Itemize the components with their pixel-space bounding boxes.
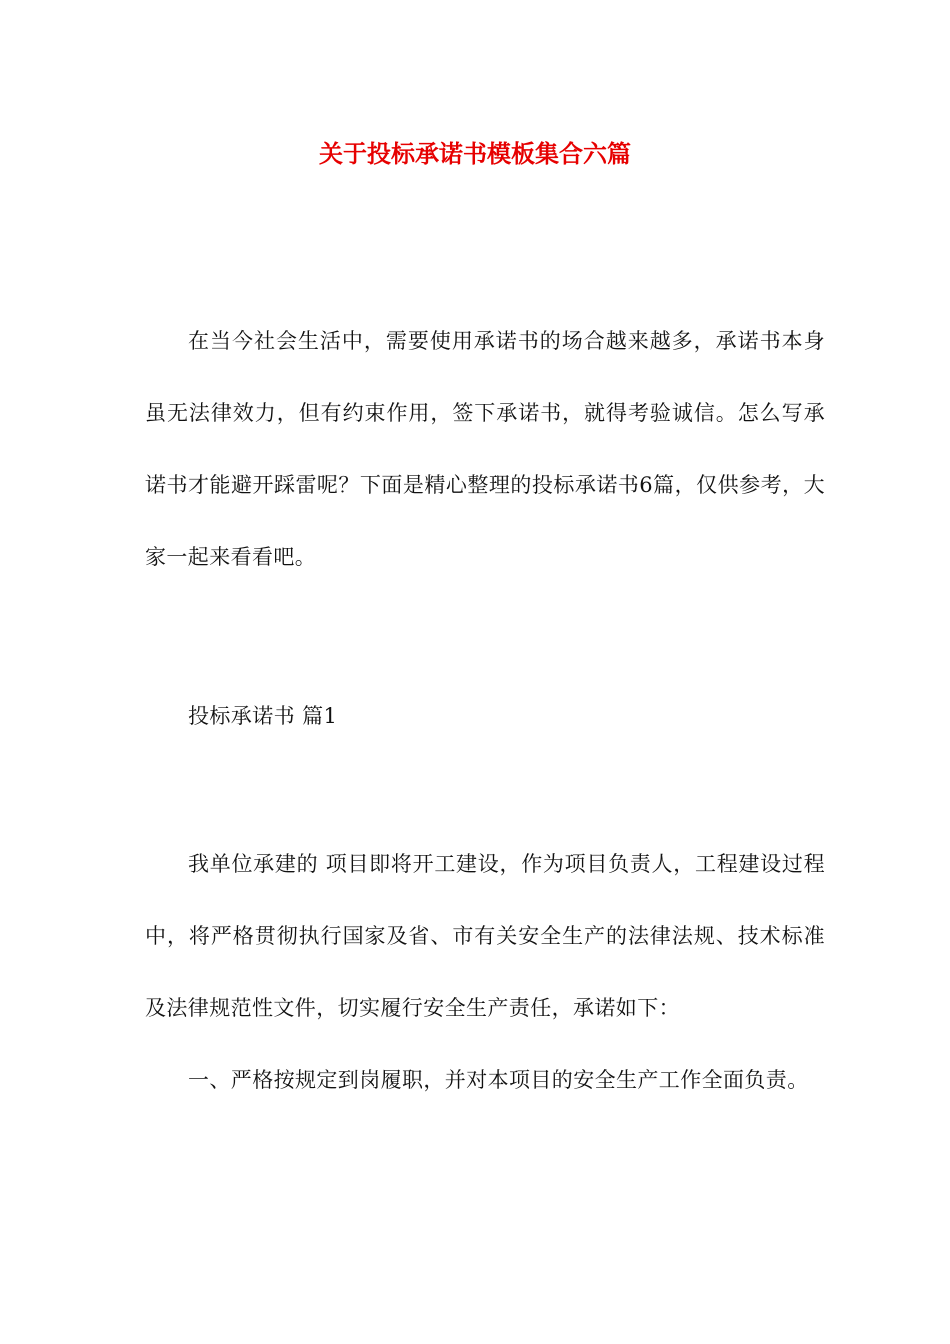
body-paragraph: 我单位承建的 项目即将开工建设，作为项目负责人，工程建设过程中，将严格贯彻执行国家及省、市有关安全生产的法律法规、技术标准及法律规范性文件，切实履行安全生产责任，承诺如下： — [145, 852, 825, 1020]
section-heading: 投标承诺书 篇1 — [188, 704, 338, 728]
commitment-item-one: 一、严格按规定到岗履职，并对本项目的安全生产工作全面负责。 — [188, 1068, 809, 1092]
document-title: 关于投标承诺书模板集合六篇 — [319, 139, 631, 168]
intro-paragraph: 在当今社会生活中，需要使用承诺书的场合越来越多，承诺书本身虽无法律效力，但有约束作用，签下承诺书，就得考验诚信。怎么写承诺书才能避开踩雷呢？下面是精心整理的投标承诺书6篇，仅供参考，大家一起来看看吧。 — [145, 329, 825, 569]
